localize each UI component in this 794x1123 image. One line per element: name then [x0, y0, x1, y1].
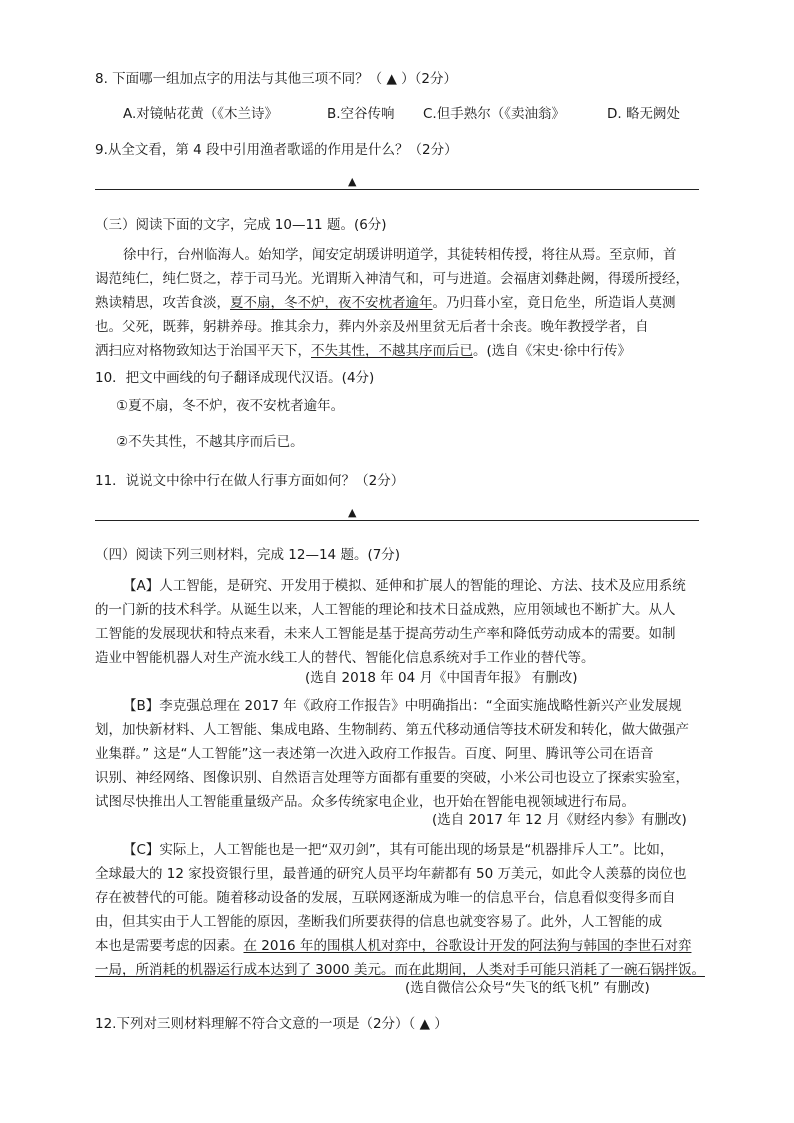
underlined-sentence-1: 夏不扇，冬不炉，夜不安枕者逾年 [230, 295, 433, 311]
material-a-source: (选自 2018 年 04 月《中国青年报》 有删改) [305, 670, 578, 686]
material-b-line-3: 业集群。” 这是“人工智能”这一表述第一次进入政府工作报告。百度、阿里、腾讯等公司在语音 [95, 746, 654, 762]
underlined-passage-c-2: 一局，所消耗的机器运行成本达到了 3000 美元。而在此期间，人类对手可能只消耗了一碗石锅拌饭。 [95, 962, 705, 978]
q8-option-c: C.但手熟尔（《卖油翁》 [423, 106, 565, 122]
q9-answer-line [95, 189, 699, 190]
material-c-line-3: 存在被替代的可能。随着移动设备的发展，互联网逐渐成为唯一的信息平台，信息看似变得多而自 [95, 890, 676, 906]
material-a-line-3: 工智能的发展现状和特点来看，未来人工智能是基于提高劳动生产率和降低劳动成本的需要。如制 [95, 626, 676, 642]
material-a-line-4: 造业中智能机器人对生产流水线工人的替代、智能化信息系统对手工作业的替代等。 [95, 650, 595, 666]
q11-answer-mark: ▲ [348, 506, 357, 519]
underlined-sentence-2: 不失其性，不越其序而后已 [311, 343, 473, 359]
q10-item-1: ①夏不扇，冬不炉，夜不安枕者逾年。 [116, 398, 345, 414]
q8-option-a: A.对镜帖花黄（《木兰诗》 [123, 106, 279, 122]
material-c-line-2: 全球最大的 12 家投资银行里，最普通的研究人员平均年薪都有 50 万美元，如此令人羡慕的岗位也 [95, 866, 687, 882]
classical-text-source: 。(选自《宋史·徐中行传》 [473, 343, 632, 359]
section-3-heading: （三）阅读下面的文字，完成 10—11 题。(6分) [95, 217, 387, 233]
question-10-stem: 10．把文中画线的句子翻译成现代汉语。(4分) [95, 370, 375, 386]
section-4-heading: （四）阅读下列三则材料，完成 12—14 题。(7分) [95, 547, 401, 563]
material-c-source: (选自微信公众号“失飞的纸飞机” 有删改) [405, 980, 650, 996]
q8-option-b: B.空谷传响 [327, 106, 395, 122]
classical-text-line-3-b: 。乃归葺小室，竟日危坐，所造诣人莫测 [432, 295, 676, 311]
material-a-line-1: 【A】人工智能，是研究、开发用于模拟、延伸和扩展人的智能的理论、方法、技术及应用系统 [123, 578, 686, 594]
question-9-stem: 9.从全文看，第 4 段中引用渔者歌谣的作用是什么？（2分） [95, 142, 458, 158]
material-c-line-5-a: 本也是需要考虑的因素。 [95, 938, 244, 954]
classical-text-line-4: 也。父死，既葬，躬耕养母。推其余力，葬内外亲及州里贫无后者十余丧。晚年教授学者，自 [95, 319, 649, 335]
material-c-line-1: 【C】实际上，人工智能也是一把“双刃剑”，其有可能出现的场景是“机器排斥人工”。比如， [123, 842, 674, 858]
q8-option-d: D. 略无阙处 [607, 106, 680, 122]
material-b-source: (选自 2017 年 12 月《财经内参》有删改) [432, 812, 687, 828]
material-b-line-1: 【B】李克强总理在 2017 年《政府工作报告》中明确指出：“全面实施战略性新兴产业发展规 [123, 698, 682, 714]
material-c-line-5 [95, 934, 691, 954]
material-c-line-4: 由，但其实由于人工智能的原因，垄断我们所要获得的信息也就变容易了。此外，人工智能的成 [95, 914, 662, 930]
underlined-passage-c-1: 在 2016 年的围棋人机对弈中，谷歌设计开发的阿法狗与韩国的李世石对弈 [243, 938, 692, 954]
q10-item-2: ②不失其性，不越其序而后已。 [116, 434, 304, 450]
question-8-stem: 8. 下面哪一组加点字的用法与其他三项不同？（ ▲ ）（2分） [95, 71, 457, 87]
q9-answer-mark: ▲ [348, 175, 357, 188]
classical-text-line-1: 徐中行，台州临海人。始知学，闻安定胡瑗讲明道学，其徒转相传授，将往从焉。至京师，首 [123, 247, 677, 263]
classical-text-line-5 [95, 339, 631, 359]
question-11-stem: 11．说说文中徐中行在做人行事方面如何？（2分） [95, 473, 405, 489]
classical-text-line-5-a: 洒扫应对格物致知达于治国平天下， [95, 343, 311, 359]
q11-answer-line [95, 520, 699, 521]
material-b-line-4: 识别、神经网络、图像识别、自然语言处理等方面都有重要的突破，小米公司也设立了探索实验室， [95, 770, 689, 786]
material-b-line-2: 划，加快新材料、人工智能、集成电路、生物制药、第五代移动通信等技术研发和转化，做大做强产 [95, 722, 689, 738]
question-12-stem: 12.下列对三则材料理解不符合文意的一项是（2分）（ ▲ ） [95, 1016, 448, 1032]
classical-text-line-3 [95, 291, 676, 311]
material-a-line-2: 的一门新的技术科学。从诞生以来，人工智能的理论和技术日益成熟，应用领域也不断扩大。从人 [95, 602, 676, 618]
classical-text-line-3-a: 熟读精思，攻苦食淡， [95, 295, 230, 311]
material-b-line-5: 试图尽快推出人工智能重量级产品。众多传统家电企业，也开始在智能电视领域进行布局。 [95, 794, 635, 810]
classical-text-line-2: 谒范纯仁，纯仁贤之，荐于司马光。光谓斯入神清气和，可与进道。会福唐刘彝赴阙，得瑗所授经， [95, 271, 689, 287]
